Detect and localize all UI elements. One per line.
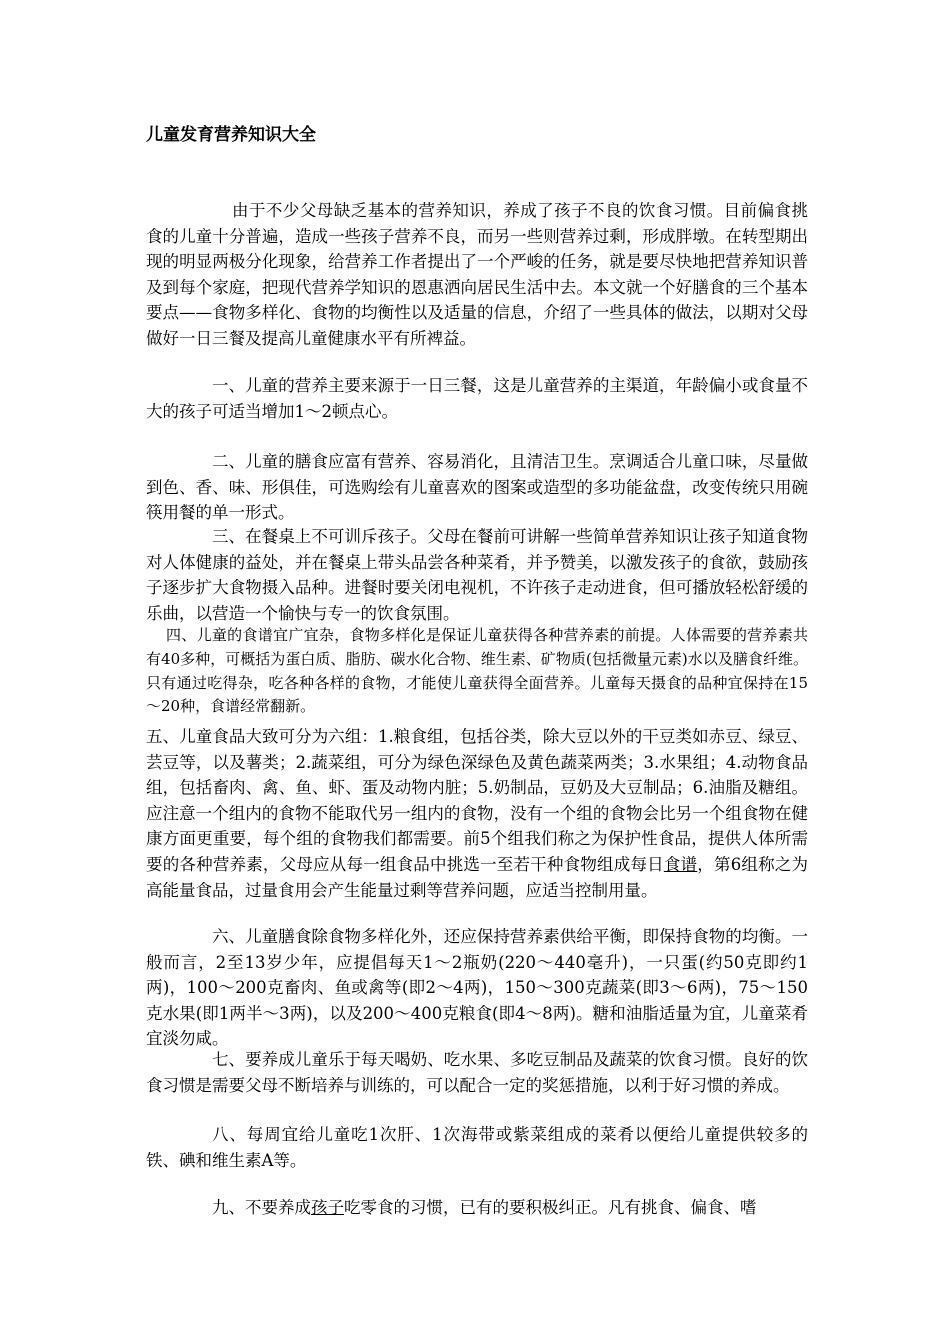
- section-6-paragraph: 六、儿童膳食除食物多样化外，还应保持营养素供给平衡，即保持食物的均衡。一般而言，2至13岁少年，应提倡每天1～2瓶奶(220～440毫升)，一只蛋(约50克即约1两)，100～200克畜肉、鱼或禽等(即2～4两)，150～300克蔬菜(即3～6两)，75～150克水果(即1两半～3两)，以及200～400克粮食(即4～8两)。糖和油脂适量为宜，儿童菜肴宜淡勿咸。: [146, 927, 808, 1049]
- section-9-paragraph: [146, 1195, 808, 1221]
- section-3-paragraph: 三、在餐桌上不可训斥孩子。父母在餐前可讲解一些简单营养知识让孩子知道食物对人体健康的益处，并在餐桌上带头品尝各种菜肴，并予赞美，以激发孩子的食欲，鼓励孩子逐步扩大食物摄入品种。进餐时要关闭电视机，不许孩子走动进食，但可播放轻松舒缓的乐曲，以营造一个愉快与专一的饮食氛围。: [146, 527, 808, 623]
- section-9-text-a: 九、不要养成: [212, 1198, 311, 1217]
- section-7-paragraph: 七、要养成儿童乐于每天喝奶、吃水果、多吃豆制品及蔬菜的饮食习惯。良好的饮食习惯是需要父母不断培养与训练的，可以配合一定的奖惩措施，以利于好习惯的养成。: [146, 1050, 808, 1095]
- section-5-paragraph: [146, 724, 808, 903]
- intro-paragraph: 由于不少父母缺乏基本的营养知识，养成了孩子不良的饮食习惯。目前偏食挑食的儿童十分普遍，造成一些孩子营养不良，而另一些则营养过剩，形成胖墩。在转型期出现的明显两极分化现象，给营养工作者提出了一个严峻的任务，就是要尽快地把营养知识普及到每个家庭，把现代营养学知识的恩惠洒向居民生活中去。本文就一个好膳食的三个基本要点——食物多样化、食物的均衡性以及适量的信息，介绍了一些具体的做法，以期对父母做好一日三餐及提高儿童健康水平有所裨益。: [146, 201, 808, 348]
- section-8-paragraph: 八、每周宜给儿童吃1次肝、1次海带或紫菜组成的菜肴以便给儿童提供较多的铁、碘和维生素A等。: [146, 1125, 808, 1170]
- document-title: 儿童发育营养知识大全: [146, 125, 316, 145]
- document-page: [146, 0, 808, 1344]
- section-1-paragraph: 一、儿童的营养主要来源于一日三餐，这是儿童营养的主渠道，年龄偏小或食量不大的孩子可适当增加1～2顿点心。: [146, 376, 808, 421]
- section-5-text-b: ，第6组称之为高能量食品，过量食用会产生能量过剩等营养问题，应适当控制用量。: [146, 854, 809, 900]
- recipe-link[interactable]: 食谱: [663, 854, 698, 874]
- section-2-paragraph: 二、儿童的膳食应富有营养、容易消化，且清洁卫生。烹调适合儿童口味，尽量做到色、香、味、形俱佳，可选购绘有儿童喜欢的图案或造型的多功能盆盘，改变传统只用碗筷用餐的单一形式。: [146, 452, 808, 523]
- section-5-text-a: 五、儿童食品大致可分为六组：1.粮食组，包括谷类，除大豆以外的干豆类如赤豆、绿豆、芸豆等，以及薯类；2.蔬菜组，可分为绿色深绿色及黄色蔬菜两类；3.水果组；4.动物食品组，包括畜肉、禽、鱼、虾、蛋及动物内脏；5.奶制品，豆奶及大豆制品；6.油脂及糖组。应注意一个组内的食物不能取代另一组内的食物，没有一个组的食物会比另一个组食物在健康方面更重要，每个组的食物我们都需要。前5个组我们称之为保护性食品，提供人体所需要的各种营养素，父母应从每一组食品中挑选一至若干种食物组成每日: [146, 727, 808, 874]
- section-9-text-b: 吃零食的习惯，已有的要积极纠正。凡有挑食、偏食、嗜: [344, 1198, 757, 1217]
- child-link[interactable]: 孩子: [311, 1198, 344, 1217]
- section-4-paragraph: 四、儿童的食谱宜广宜杂，食物多样化是保证儿童获得各种营养素的前提。人体需要的营养素共有40多种，可概括为蛋白质、脂肪、碳水化合物、维生素、矿物质(包括微量元素)水以及膳食纤维。只有通过吃得杂，吃各种各样的食物，才能使儿童获得全面营养。儿童每天摄食的品种宜保持在15～20种，食谱经常翻新。: [146, 626, 808, 716]
